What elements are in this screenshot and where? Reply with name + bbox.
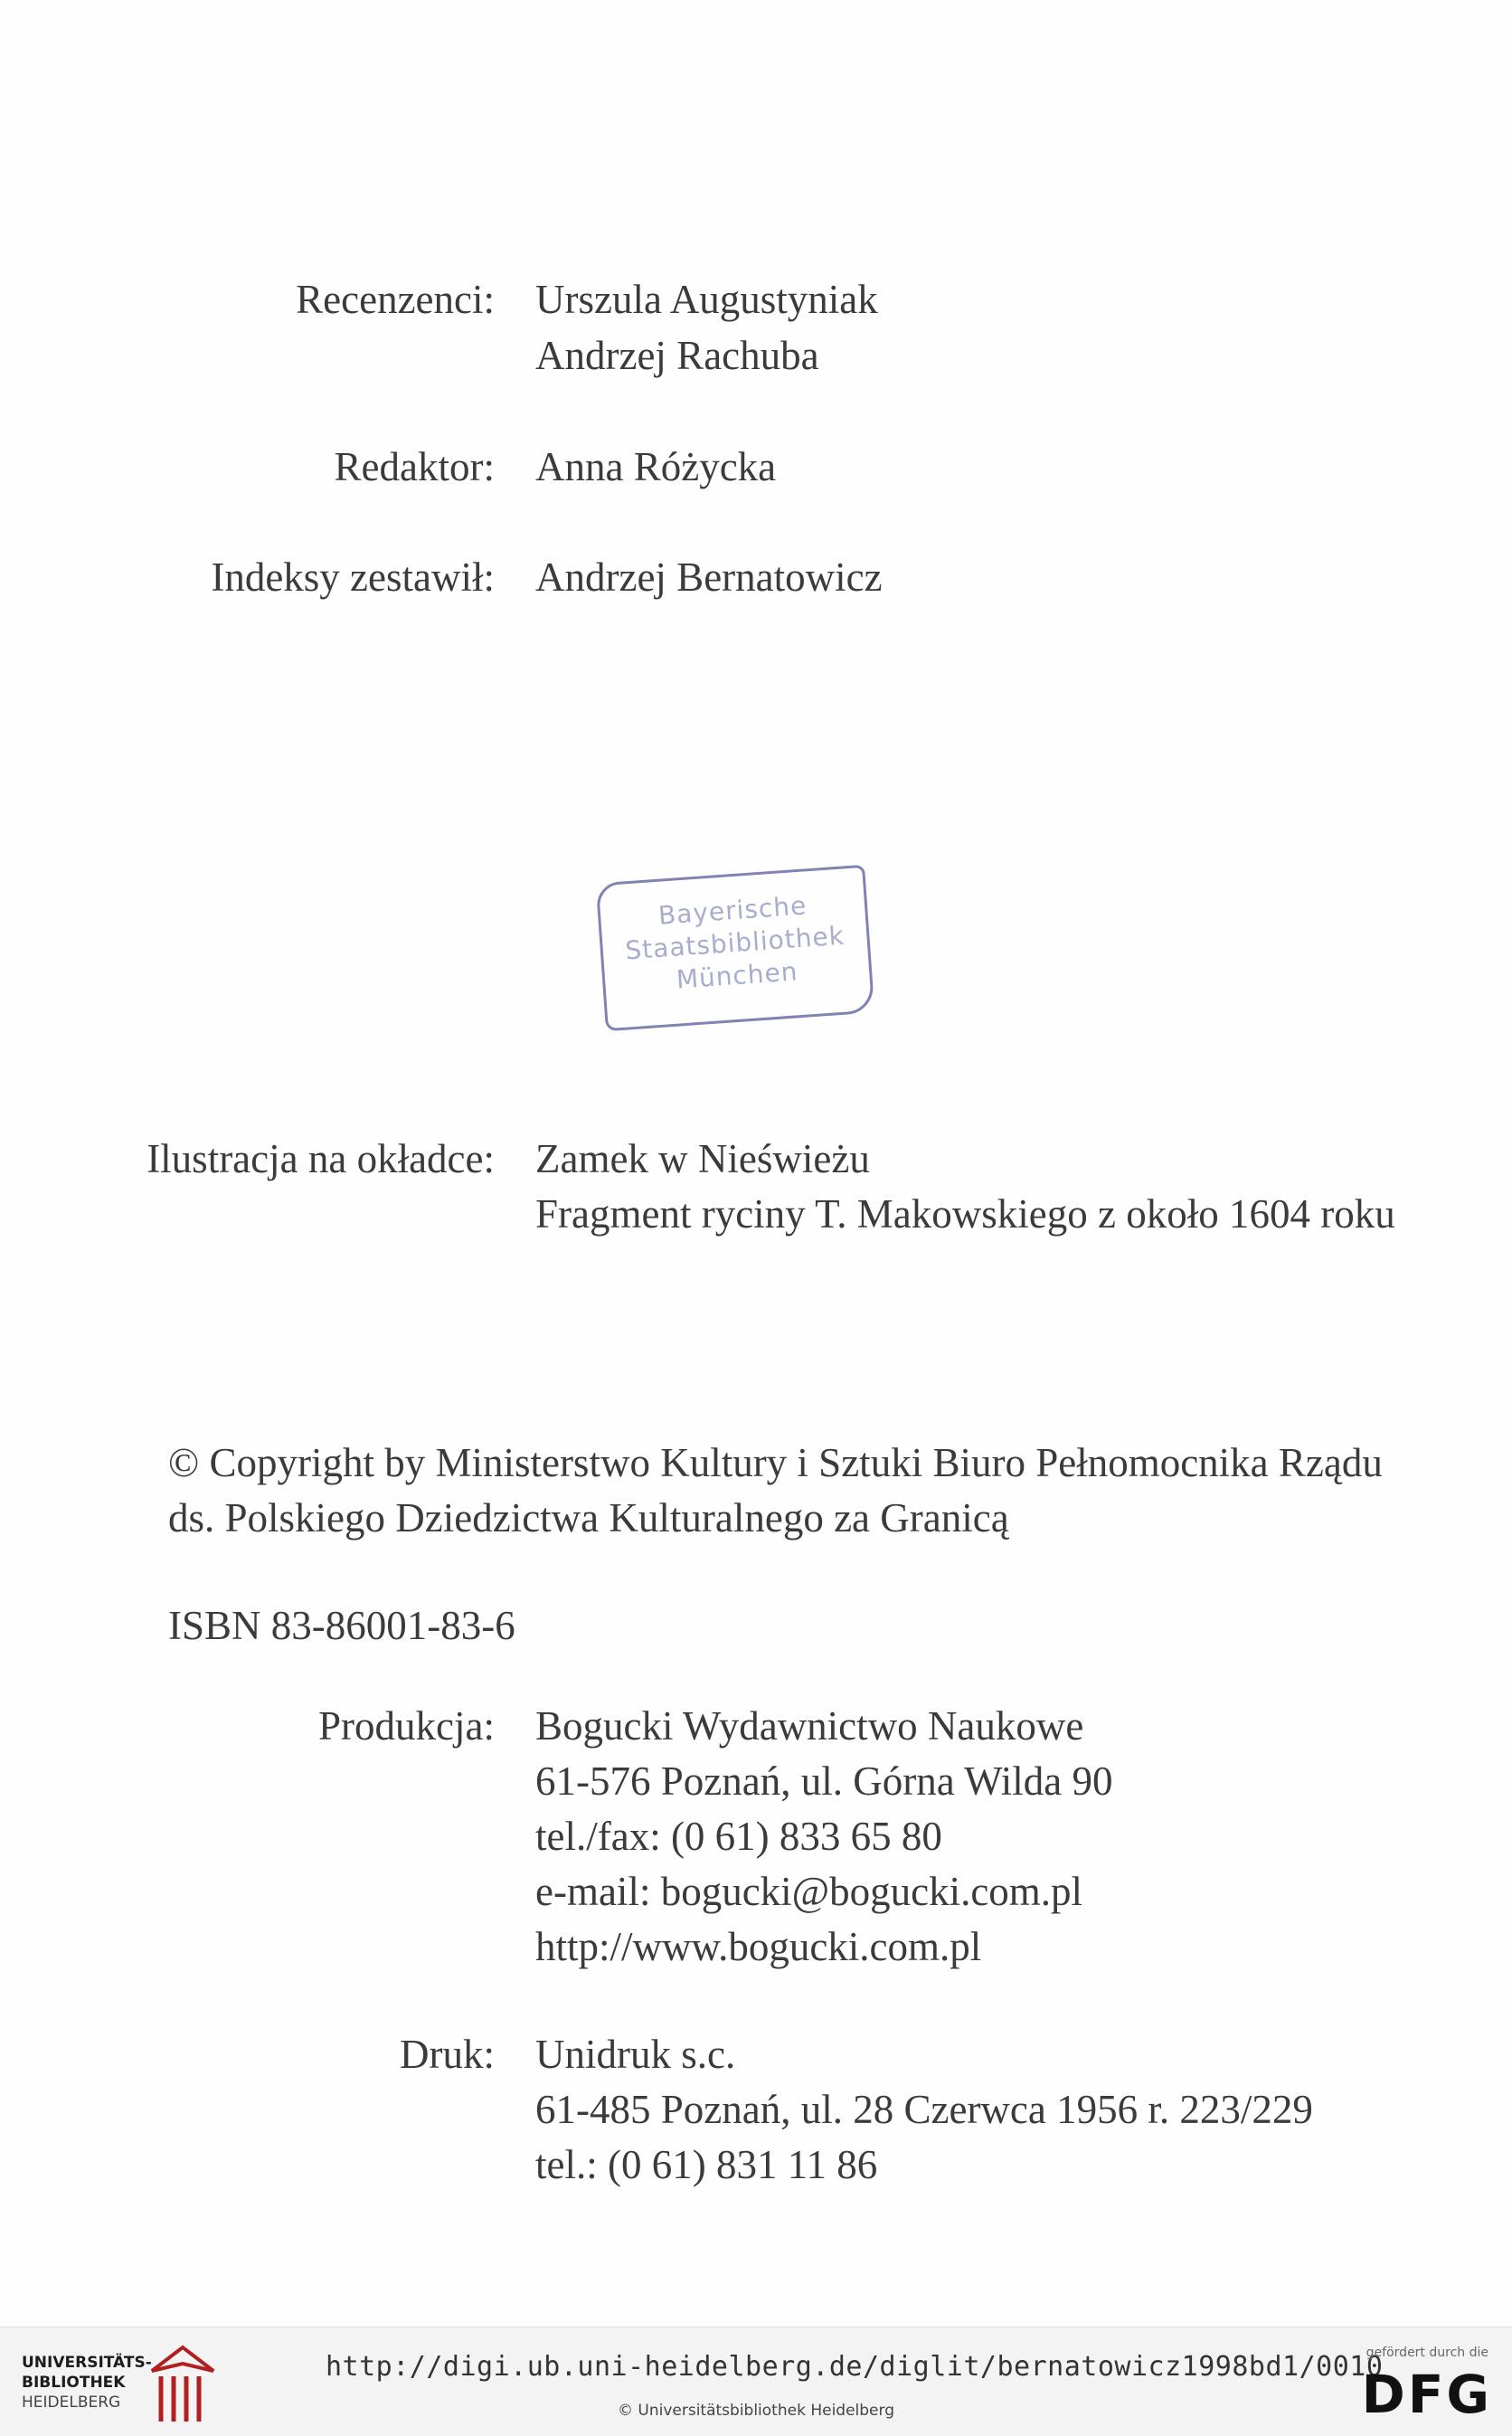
editor-label: Redaktor:	[334, 444, 495, 489]
isbn: ISBN 83-86001-83-6	[168, 1603, 515, 1648]
production-label: Produkcja:	[318, 1703, 495, 1749]
print-line: tel.: (0 61) 831 11 86	[535, 2142, 878, 2187]
library-stamp	[596, 865, 875, 1031]
stamp-line: Bayerische	[657, 890, 808, 931]
reviewer-name: Andrzej Rachuba	[535, 333, 819, 378]
reviewers-label: Recenzenci:	[296, 277, 495, 322]
library-name-line: BIBLIOTHEK	[22, 2374, 126, 2392]
stamp-line: Staatsbibliothek	[624, 920, 846, 966]
dfg-logo[interactable]: DFG	[1361, 2364, 1492, 2425]
copyright-line: © Copyright by Ministerstwo Kultury i Sztuki Biuro Pełnomocnika Rządu	[168, 1440, 1383, 1485]
indexes-label: Indeksy zestawił:	[211, 554, 495, 600]
production-line: http://www.bogucki.com.pl	[535, 1924, 982, 1969]
funding-text: gefördert durch die	[1366, 2346, 1488, 2360]
cover-label: Ilustracja na okładce:	[146, 1136, 495, 1181]
indexes-author: Andrzej Bernatowicz	[535, 554, 883, 600]
print-label: Druk:	[400, 2032, 495, 2077]
production-line: 61-576 Poznań, ul. Górna Wilda 90	[535, 1758, 1113, 1804]
editor-name: Anna Różycka	[535, 444, 777, 489]
print-line: 61-485 Poznań, ul. 28 Czerwca 1956 r. 223/229	[535, 2087, 1313, 2132]
copyright-line: ds. Polskiego Dziedzictwa Kulturalnego za Granicą	[168, 1495, 1009, 1540]
production-line: Bogucki Wydawnictwo Naukowe	[535, 1703, 1084, 1749]
print-line: Unidruk s.c.	[535, 2032, 736, 2077]
stamp-line: München	[675, 956, 799, 995]
footer-copyright: © Universitätsbibliothek Heidelberg	[617, 2402, 894, 2420]
cover-line: Zamek w Nieświeżu	[535, 1136, 870, 1181]
permalink-url[interactable]: http://digi.ub.uni-heidelberg.de/diglit/bernatowicz1998bd1/0010	[326, 2351, 1384, 2383]
viewer-footer	[0, 2327, 1512, 2436]
production-line: tel./fax: (0 61) 833 65 80	[535, 1814, 942, 1859]
reviewer-name: Urszula Augustyniak	[535, 277, 878, 322]
library-name-line: HEIDELBERG	[22, 2393, 121, 2412]
cover-line: Fragment ryciny T. Makowskiego z około 1604 roku	[535, 1191, 1395, 1237]
production-line: e-mail: bogucki@bogucki.com.pl	[535, 1869, 1083, 1914]
library-name-line: UNIVERSITÄTS-	[22, 2354, 152, 2372]
